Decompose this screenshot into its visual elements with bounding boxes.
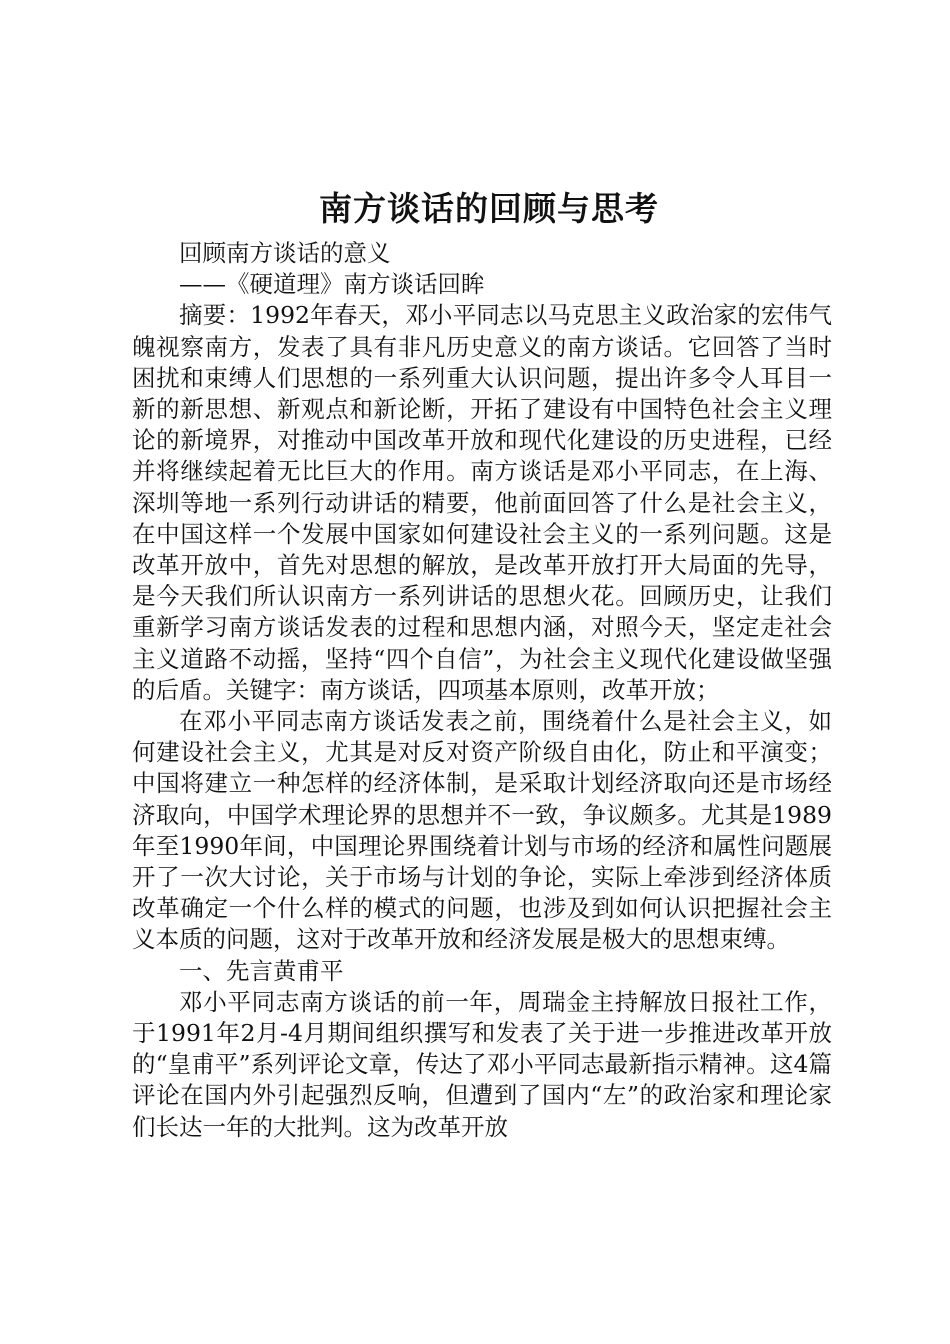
paragraph-abstract: 摘要：1992年春天，邓小平同志以马克思主义政治家的宏伟气魄视察南方，发表了具有非凡历史意义的南方谈话。它回答了当时困扰和束缚人们思想的一系列重大认识问题，提出许多令人耳目一新的新思想、新观点和新论断，开拓了建设有中国特色社会主义理论的新境界，对推动中国改革开放和现代化建设的历史进程，已经并将继续起着无比巨大的作用。南方谈话是邓小平同志，在上海、深圳等地一系列行动讲话的精要，他前面回答了什么是社会主义，在中国这样一个发展中国家如何建设社会主义的一系列问题。这是改革开放中，首先对思想的解放，是改革开放打开大局面的先导，是今天我们所认识南方一系列讲话的思想火花。回顾历史，让我们重新学习南方谈话发表的过程和思想内涵，对照今天，坚定走社会主义道路不动摇，坚持“四个自信”，为社会主义现代化建设做坚强的后盾。关键字：南方谈话，四项基本原则，改革开放；	[132, 301, 832, 704]
paragraph-subheading: ——《硬道理》南方谈话回眸	[179, 270, 485, 299]
paragraph-background: 在邓小平同志南方谈话发表之前，围绕着什么是社会主义，如何建设社会主义，尤其是对反对资产阶级自由化，防止和平演变；中国将建立一种怎样的经济体制，是采取计划经济取向还是市场经济取向，中国学术理论界的思想并不一致，争议颇多。尤其是1989年至1990年间，中国理论界围绕着计划与市场的经济和属性问题展开了一次大讨论，关于市场与计划的争论，实际上牵涉到经济体质改革确定一个什么样的模式的问题，也涉及到如何认识把握社会主义本质的问题，这对于改革开放和经济发展是极大的思想束缚。	[132, 707, 832, 954]
document-page	[132, 180, 832, 1143]
paragraph-section-one: 邓小平同志南方谈话的前一年，周瑞金主持解放日报社工作，于1991年2月-4月期间组织撰写和发表了关于进一步推进改革开放的“皇甫平”系列评论文章，传达了邓小平同志最新指示精神。这4篇评论在国内外引起强烈反响，但遭到了国内“左”的政治家和理论家们长达一年的大批判。这为改革开放	[132, 987, 832, 1141]
document-title: 南方谈话的回顾与思考	[319, 189, 659, 228]
paragraph-subtitle: 回顾南方谈话的意义	[179, 239, 391, 267]
section-heading: 一、先言黄甫平	[179, 956, 344, 985]
